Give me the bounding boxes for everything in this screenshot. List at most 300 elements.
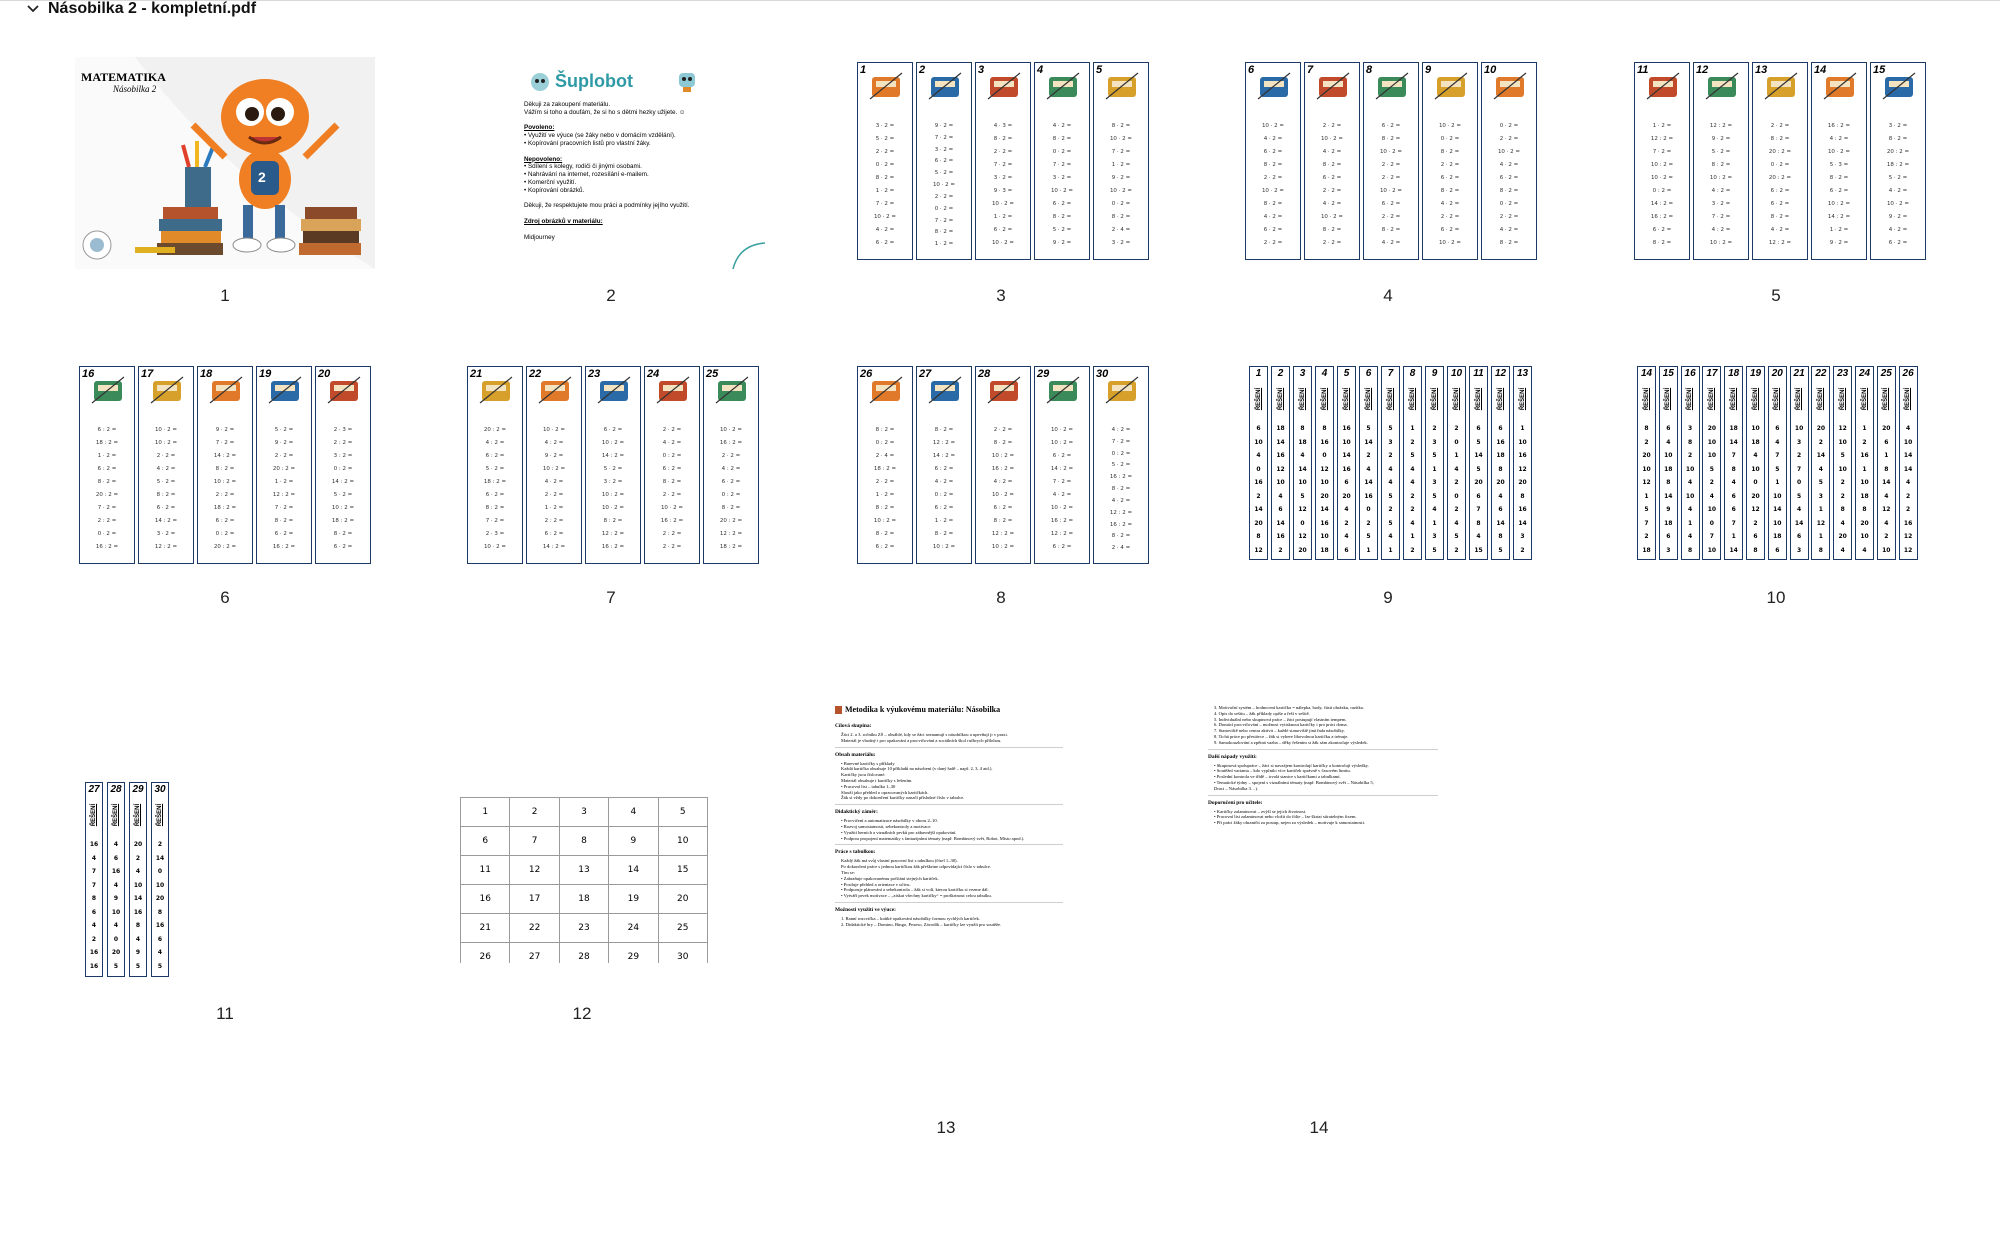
exercise-text: 7 · 2 = [1111, 438, 1131, 445]
exercise-text: 1 · 2 = [1652, 123, 1672, 129]
exercise-card [1034, 366, 1090, 564]
solution-value: 5 [1388, 519, 1393, 527]
license-line [524, 117, 754, 125]
exercise-text: 2 · 2 = [662, 544, 682, 550]
exercise-text: 0 · 2 = [1111, 201, 1131, 207]
exercise-text: 2 · 2 = [1381, 162, 1401, 168]
solution-value: 12 [1298, 506, 1307, 513]
solution-value: 10 [1838, 465, 1847, 473]
solution-label: ŘEŠENÍ [1643, 387, 1650, 411]
solution-value: 18 [1664, 465, 1673, 473]
exercise-card [857, 62, 913, 260]
exercise-text: 14 : 2 = [1050, 466, 1074, 472]
pencil-case-icon [535, 373, 575, 407]
pencil-icon [1431, 69, 1471, 103]
exercise-text: 7 · 2 = [1111, 149, 1131, 155]
solution-card [1403, 366, 1422, 560]
solution-label: ŘEŠENÍ [1299, 387, 1306, 411]
card-number: 4 [1037, 64, 1044, 76]
exercise-text: 8 · 2 = [721, 505, 741, 511]
exercise-text: 8 · 2 = [993, 136, 1013, 142]
exercise-text: 3 · 2 = [934, 146, 954, 153]
solution-value: 4 [1688, 533, 1693, 540]
card-number: 25 [706, 368, 719, 380]
exercise-text: 10 · 2 = [991, 240, 1015, 246]
solution-value: 20 [1254, 519, 1263, 527]
solution-value: 4 [1366, 465, 1371, 473]
exercise-text: 0 : 2 = [1111, 450, 1131, 457]
solution-value: 8 [1498, 533, 1503, 540]
exercise-text: 20 : 2 = [1768, 149, 1792, 155]
methodology-heading: Metodika k výukovému materiálu: Násobilka [835, 705, 1000, 714]
exercise-text: 4 · 2 = [662, 440, 682, 446]
solution-value: 6 [1666, 425, 1671, 432]
exercise-text: 3 · 2 = [1711, 201, 1731, 207]
exercise-text: 12 : 2 = [154, 544, 178, 550]
solution-value: 14 [1254, 506, 1263, 513]
exercise-text: 4 · 2 = [1499, 162, 1519, 168]
page-thumbnail-7[interactable] [467, 366, 762, 564]
exercise-text: 0 · 2 = [934, 205, 954, 212]
exercise-text: 2 · 2 = [1499, 136, 1519, 142]
exercise-text: 8 · 2 = [1111, 123, 1131, 129]
exercise-text: 6 · 2 = [1381, 201, 1401, 207]
exercise-text: 8 · 2 = [875, 175, 895, 181]
exercise-text: 10 · 2 = [1109, 188, 1133, 194]
exercise-text: 20 : 2 = [272, 466, 296, 472]
page-thumbnail-5[interactable] [1634, 62, 1929, 260]
solution-value: 14 [1276, 438, 1285, 446]
exercise-text: 6 : 2 = [215, 518, 235, 524]
exercise-text: 10 · 2 = [1886, 201, 1910, 207]
solution-card [1724, 366, 1743, 560]
solution-value: 1 [1644, 492, 1649, 500]
license-line: Nepovoleno: [524, 155, 563, 163]
card-number: 7 [1307, 64, 1314, 76]
exercise-text: 10 · 2 = [1050, 188, 1074, 194]
exercise-card [1304, 62, 1360, 260]
exercise-text: 7 · 2 = [934, 217, 954, 224]
exercise-card [644, 366, 700, 564]
books-stack-icon [1043, 373, 1083, 407]
solution-card [1513, 366, 1532, 560]
solution-value: 7 [1775, 452, 1780, 459]
exercise-text: 8 : 2 = [603, 518, 623, 524]
solution-value: 18 [1773, 533, 1782, 540]
solution-value: 10 [1298, 479, 1307, 486]
solution-value: 6 [1256, 425, 1261, 432]
solution-value: 20 [1298, 546, 1307, 554]
solution-card [151, 782, 169, 977]
paragraph-line: 7. Stanoviště nebo centra aktivit – každé stanoviště jiná řada násobilky. [1214, 728, 1345, 734]
solution-value: 5 [1709, 465, 1714, 473]
solution-value: 0 [1256, 465, 1261, 473]
exercise-card [916, 366, 972, 564]
exercise-text: 1 · 2 = [1829, 227, 1849, 233]
exercise-text: 7 · 2 = [1711, 214, 1731, 220]
exercise-text: 9 · 2 = [1829, 240, 1849, 246]
exercise-text: 2 · 2 = [1440, 162, 1460, 168]
exercise-text: 5 · 2 = [1888, 175, 1908, 181]
exercise-text: 16 : 2 = [1650, 214, 1674, 220]
solution-value: 4 [113, 922, 119, 929]
exercise-text: 10 · 2 = [1379, 188, 1403, 194]
solution-value: 2 [1388, 452, 1393, 459]
solution-card [1702, 366, 1721, 560]
paragraph-line: • Posiluje přehled a orientace v učivu. [841, 881, 911, 887]
solution-value: 12 [1320, 465, 1329, 473]
license-line: Midjourney [524, 233, 555, 241]
solution-value: 0 [1709, 519, 1714, 527]
paragraph-line: • Zabraňuje opakovanému počítání stejných kartiček. [841, 875, 939, 881]
solution-label: ŘEŠENÍ [1519, 387, 1526, 411]
solution-label: ŘEŠENÍ [1730, 387, 1737, 411]
solution-card-number: 3 [1299, 368, 1306, 379]
exercise-text: 14 : 2 = [601, 453, 625, 459]
solution-card-number: 21 [1793, 368, 1805, 379]
exercise-card [1481, 62, 1537, 260]
paragraph-line: • Tematické týdny – spojení s vizuálními tématy (např. Bombinový svět – Násobilka 5, [1214, 779, 1374, 785]
exercise-text: 3 · 2 = [1888, 123, 1908, 129]
ruler-icon [712, 373, 752, 407]
page-thumbnail-1[interactable] [75, 57, 375, 269]
solution-value: 7 [1731, 519, 1736, 527]
exercise-card [1245, 62, 1301, 260]
exercise-text: 4 · 2 = [1322, 201, 1342, 207]
page-thumbnail-14[interactable] [1205, 700, 1440, 900]
exercise-text: 10 · 2 = [1320, 214, 1344, 220]
solution-value: 5 [1388, 425, 1393, 432]
book-icon [984, 69, 1024, 103]
decorative-arc [729, 241, 767, 269]
exercise-text: 2 : 2 = [97, 518, 117, 524]
page-thumbnail-2[interactable] [467, 57, 767, 269]
solution-card-number: 6 [1365, 368, 1372, 379]
page-number-label: 4 [1383, 286, 1393, 305]
page-thumbnail-8[interactable] [857, 366, 1152, 564]
solution-value: 5 [1388, 492, 1393, 500]
solution-value: 16 [1518, 506, 1527, 513]
card-number: 10 [1484, 64, 1497, 76]
paragraph-line: Materiál je vhodný i pro opakování a procvičování a sociálních škol ručbrych přílohou. [841, 737, 1002, 743]
solution-value: 3 [1432, 533, 1437, 540]
exercise-text: 8 · 2 = [1111, 486, 1131, 493]
page-thumbnail-10[interactable] [1637, 366, 1920, 560]
exercise-text: 12 : 2 = [1768, 240, 1792, 246]
exercise-text: 10 · 2 = [1320, 136, 1344, 142]
exercise-text: 18 : 2 = [95, 440, 119, 446]
exercise-text: 5 · 2 = [1711, 149, 1731, 155]
solution-value: 12 [1838, 425, 1847, 432]
solution-value: 6 [1344, 479, 1349, 486]
exercise-text: 2 · 2 = [1770, 123, 1790, 129]
solution-value: 16 [111, 868, 121, 875]
crayon-icon [1879, 69, 1919, 103]
solution-value: 3 [1666, 546, 1671, 554]
solution-value: 16 [89, 962, 99, 970]
exercise-text: 9 · 2 = [1052, 240, 1072, 246]
solution-value: 12 [1298, 533, 1307, 540]
solution-value: 18 [1664, 519, 1673, 527]
solution-value: 18 [1751, 438, 1760, 446]
solution-value: 8 [1688, 546, 1693, 554]
exercise-text: 2 · 2 = [993, 149, 1013, 155]
paragraph-line: • Soutěžní varianta – kdo vyplnilo více kartiček správně v časovém limitu. [1214, 768, 1351, 774]
card-number: 29 [1037, 368, 1050, 380]
solution-value: 2 [1388, 506, 1393, 513]
solution-value: 10 [1903, 438, 1913, 446]
solution-label: ŘEŠENÍ [1255, 387, 1262, 411]
exercise-text: 4 · 3 = [993, 123, 1013, 129]
card-number: 24 [647, 368, 660, 380]
exercise-text: 6 · 2 = [1499, 175, 1519, 181]
document-header[interactable] [26, 0, 256, 18]
solution-value: 8 [1688, 438, 1693, 446]
solution-value: 4 [135, 868, 141, 875]
solution-label: ŘEŠENÍ [1365, 387, 1372, 411]
solution-value: 16 [89, 949, 99, 956]
exercise-text: 3 : 2 = [333, 453, 353, 459]
exercise-text: 9 · 2 = [1111, 175, 1131, 181]
table-cell: 3 [559, 798, 608, 827]
license-line: Děkuji za zakoupení materiálu. [524, 101, 611, 108]
exercise-text: 7 · 2 = [993, 162, 1013, 168]
page-thumbnail-3[interactable] [857, 62, 1152, 260]
table-cell: 19 [609, 885, 658, 914]
solution-value: 5 [1410, 452, 1415, 459]
solution-value: 8 [1300, 425, 1305, 432]
solution-value: 6 [1344, 546, 1349, 554]
table-cell: 4 [609, 798, 658, 827]
section-divider [835, 844, 1063, 845]
solution-value: 14 [1276, 519, 1285, 527]
exercise-text: 10 : 2 = [154, 440, 178, 446]
exercise-text: 8 · 2 = [1322, 162, 1342, 168]
page-thumbnail-9[interactable] [1249, 366, 1535, 560]
exercise-text: 6 : 2 = [97, 427, 117, 433]
page-number-label: 10 [1766, 588, 1786, 607]
table-cell: 10 [658, 827, 707, 856]
exercise-text: 7 · 2 = [215, 440, 235, 446]
solution-label: ŘEŠENÍ [1752, 387, 1759, 411]
card-number: 19 [259, 368, 272, 380]
paragraph-line: • Rozvoj samostatnosti, sebekontroly a motivace. [841, 823, 932, 829]
chevron-down-icon[interactable] [26, 2, 40, 16]
solution-value: 4 [1344, 506, 1349, 513]
exercise-text: 6 · 2 = [1652, 227, 1672, 233]
exercise-text: 0 : 2 = [934, 492, 954, 498]
solution-label: ŘEŠENÍ [1497, 387, 1504, 411]
section-heading: Didaktický záměr: [835, 809, 878, 816]
exercise-text: 1 · 2 = [993, 214, 1013, 220]
shirt-number: 2 [258, 169, 266, 185]
exercise-card [138, 366, 194, 564]
solution-value: 10 [1664, 452, 1673, 459]
methodology-text-continued [1208, 705, 1438, 826]
solution-value: 14 [1518, 519, 1527, 527]
solution-value: 14 [1729, 546, 1738, 554]
solution-value: 5 [1818, 479, 1823, 486]
paragraph-line: • Vytváří prvek motivace – „získat všechny kartičky“ = proškrtnout celou tabulku. [841, 893, 992, 899]
solution-value: 10 [1707, 438, 1717, 446]
solution-value: 12 [1751, 506, 1760, 513]
pencil-case-icon [925, 373, 965, 407]
card-number: 6 [1248, 64, 1255, 76]
solution-value: 8 [1731, 465, 1736, 473]
exercise-text: 10 : 2 = [873, 518, 897, 524]
progress-table [460, 797, 708, 963]
exercise-text: 2 · 2 = [993, 427, 1013, 433]
exercise-card [526, 366, 582, 564]
paragraph-line: Materiál obsahuje i kartičky s řešením. [841, 777, 913, 783]
exercise-text: 1 · 2 = [934, 241, 954, 248]
exercise-text: 8 · 2 = [1263, 162, 1283, 168]
solution-value: 2 [1410, 506, 1415, 513]
paragraph-line: Po dokončení práce s jednou kartičkou žák přeškrtne odpovídající číslo v tabulce. [841, 864, 992, 870]
solution-value: 2 [1256, 492, 1261, 500]
solution-value: 4 [1884, 519, 1889, 527]
page-number-label: 1 [220, 286, 230, 305]
page-thumbnail-12[interactable] [458, 783, 708, 963]
solution-card-number: 1 [1255, 368, 1262, 379]
page-number-label: 2 [606, 286, 616, 305]
exercise-text: 9 · 3 = [993, 188, 1013, 194]
solution-value: 4 [1731, 479, 1736, 486]
exercise-text: 6 · 2 = [1052, 201, 1072, 207]
exercise-text: 2 · 2 = [1322, 123, 1342, 129]
license-line: • Nahrávání na internet, rozesílání e-mailem. [524, 171, 649, 179]
exercise-text: 10 : 2 = [1050, 440, 1074, 446]
exercise-text: 8 : 2 = [875, 505, 895, 511]
solution-value: 12 [1882, 506, 1891, 513]
section-divider [1208, 795, 1438, 796]
page-thumbnail-11[interactable] [85, 782, 173, 977]
solution-card-number: 15 [1662, 368, 1674, 379]
solution-value: 5 [157, 962, 163, 970]
exercise-text: 4 · 2 = [1052, 123, 1072, 129]
solution-card-number: 28 [110, 784, 122, 795]
solution-value: 16 [89, 841, 99, 848]
solution-card-number: 5 [1343, 368, 1350, 379]
exercise-text: 8 · 2 = [1770, 214, 1790, 220]
exercise-text: 16 : 2 = [1109, 521, 1133, 528]
exercise-text: 4 : 2 = [1829, 136, 1849, 142]
card-number: 13 [1755, 64, 1768, 76]
solution-card [1381, 366, 1400, 560]
exercise-text: 8 · 2 = [1499, 240, 1519, 246]
solution-value: 20 [1707, 425, 1717, 432]
card-number: 28 [978, 368, 991, 380]
paragraph-line: • Pracovní list – tabulka 1–30 [841, 783, 896, 789]
exercise-card [916, 62, 972, 260]
exercise-text: 8 · 2 = [1381, 136, 1401, 142]
card-number: 8 [1366, 64, 1373, 76]
exercise-text: 14 : 2 = [542, 544, 566, 550]
solution-value: 3 [1520, 533, 1525, 540]
solution-value: 1 [1731, 533, 1736, 540]
table-cell: 29 [609, 943, 658, 964]
page-number-label: 6 [220, 588, 230, 607]
table-cell: 6 [461, 827, 510, 856]
exercise-text: 6 · 2 = [1263, 149, 1283, 155]
solution-card-number: 10 [1450, 368, 1463, 379]
solution-value: 2 [1410, 438, 1415, 446]
exercise-text: 2 · 2 = [875, 149, 895, 155]
license-line [524, 195, 754, 203]
solution-value: 4 [1476, 533, 1481, 540]
paragraph-line: 1. Ranní rozcvička – krátké opakování násobilky formou rychlých kartiček. [841, 915, 980, 921]
solution-value: 1 [1388, 546, 1393, 554]
solution-value: 2 [1410, 492, 1415, 500]
exercise-text: 0 : 2 = [215, 531, 235, 537]
exercise-text: 0 · 2 = [1499, 201, 1519, 207]
exercise-text: 16 : 2 = [719, 440, 743, 446]
exercise-text: 3 : 2 = [603, 479, 623, 485]
exercise-text: 10 : 2 = [213, 479, 237, 485]
paragraph-line: • Barevné kartičky s příklady [841, 760, 895, 766]
card-number: 9 [1425, 64, 1432, 76]
card-number: 5 [1096, 64, 1103, 76]
solution-value: 10 [1707, 452, 1717, 459]
page-thumbnail-13[interactable] [832, 700, 1067, 1060]
exercise-text: 9 · 2 = [215, 427, 235, 433]
exercise-text: 4 · 2 = [1322, 149, 1342, 155]
solution-value: 4 [1278, 492, 1283, 500]
exercise-text: 2 · 2 = [1322, 188, 1342, 194]
solution-value: 2 [1454, 479, 1459, 486]
solution-value: 16 [1518, 452, 1527, 459]
solution-label: ŘEŠENÍ [1883, 387, 1890, 411]
exercise-text: 2 · 2 = [1381, 175, 1401, 181]
table-row [461, 856, 708, 885]
solution-label: ŘEŠENÍ [1321, 387, 1328, 411]
solution-card-number: 12 [1494, 368, 1507, 379]
exercise-text: 7 · 2 = [485, 518, 505, 524]
solution-value: 2 [1454, 546, 1459, 554]
lightbulb-icon [594, 373, 634, 407]
exercise-text: 10 · 2 = [1261, 123, 1285, 129]
page-number-label: 9 [1383, 588, 1393, 607]
page-thumbnail-4[interactable] [1245, 62, 1540, 260]
solution-value: 12 [1903, 533, 1913, 540]
section-divider [835, 747, 1063, 748]
solution-value: 4 [1388, 479, 1393, 486]
exercise-text: 8 : 2 = [1711, 162, 1731, 168]
exercise-card [467, 366, 523, 564]
exercise-text: 6 : 2 = [544, 531, 564, 537]
solution-card-number: 17 [1706, 368, 1718, 379]
solution-value: 9 [1666, 506, 1671, 513]
backpack-icon [1820, 69, 1860, 103]
solution-card [1249, 366, 1268, 560]
page-thumbnail-6[interactable] [79, 366, 374, 564]
exercise-text: 10 : 2 = [1709, 175, 1733, 181]
solution-value: 5 [1432, 546, 1437, 554]
exercise-text: 10 · 2 = [1379, 149, 1403, 155]
card-number: 20 [318, 368, 331, 380]
license-line: • Komerční využití. [524, 178, 577, 186]
solution-value: 16 [1276, 533, 1285, 540]
notebook-icon [1102, 373, 1142, 407]
solution-value: 3 [1432, 479, 1437, 486]
exercise-text: 12 : 2 = [1050, 531, 1074, 537]
solution-value: 2 [1344, 519, 1349, 527]
paragraph-line: Každý žák má svůj vlastní pracovní list s tabulkou (čísel 1–30). [841, 858, 958, 864]
exercise-text: 0 · 2 = [1499, 123, 1519, 129]
solution-value: 0 [157, 868, 163, 875]
exercise-text: 8 · 2 = [1499, 188, 1519, 194]
card-number: 27 [919, 368, 932, 380]
